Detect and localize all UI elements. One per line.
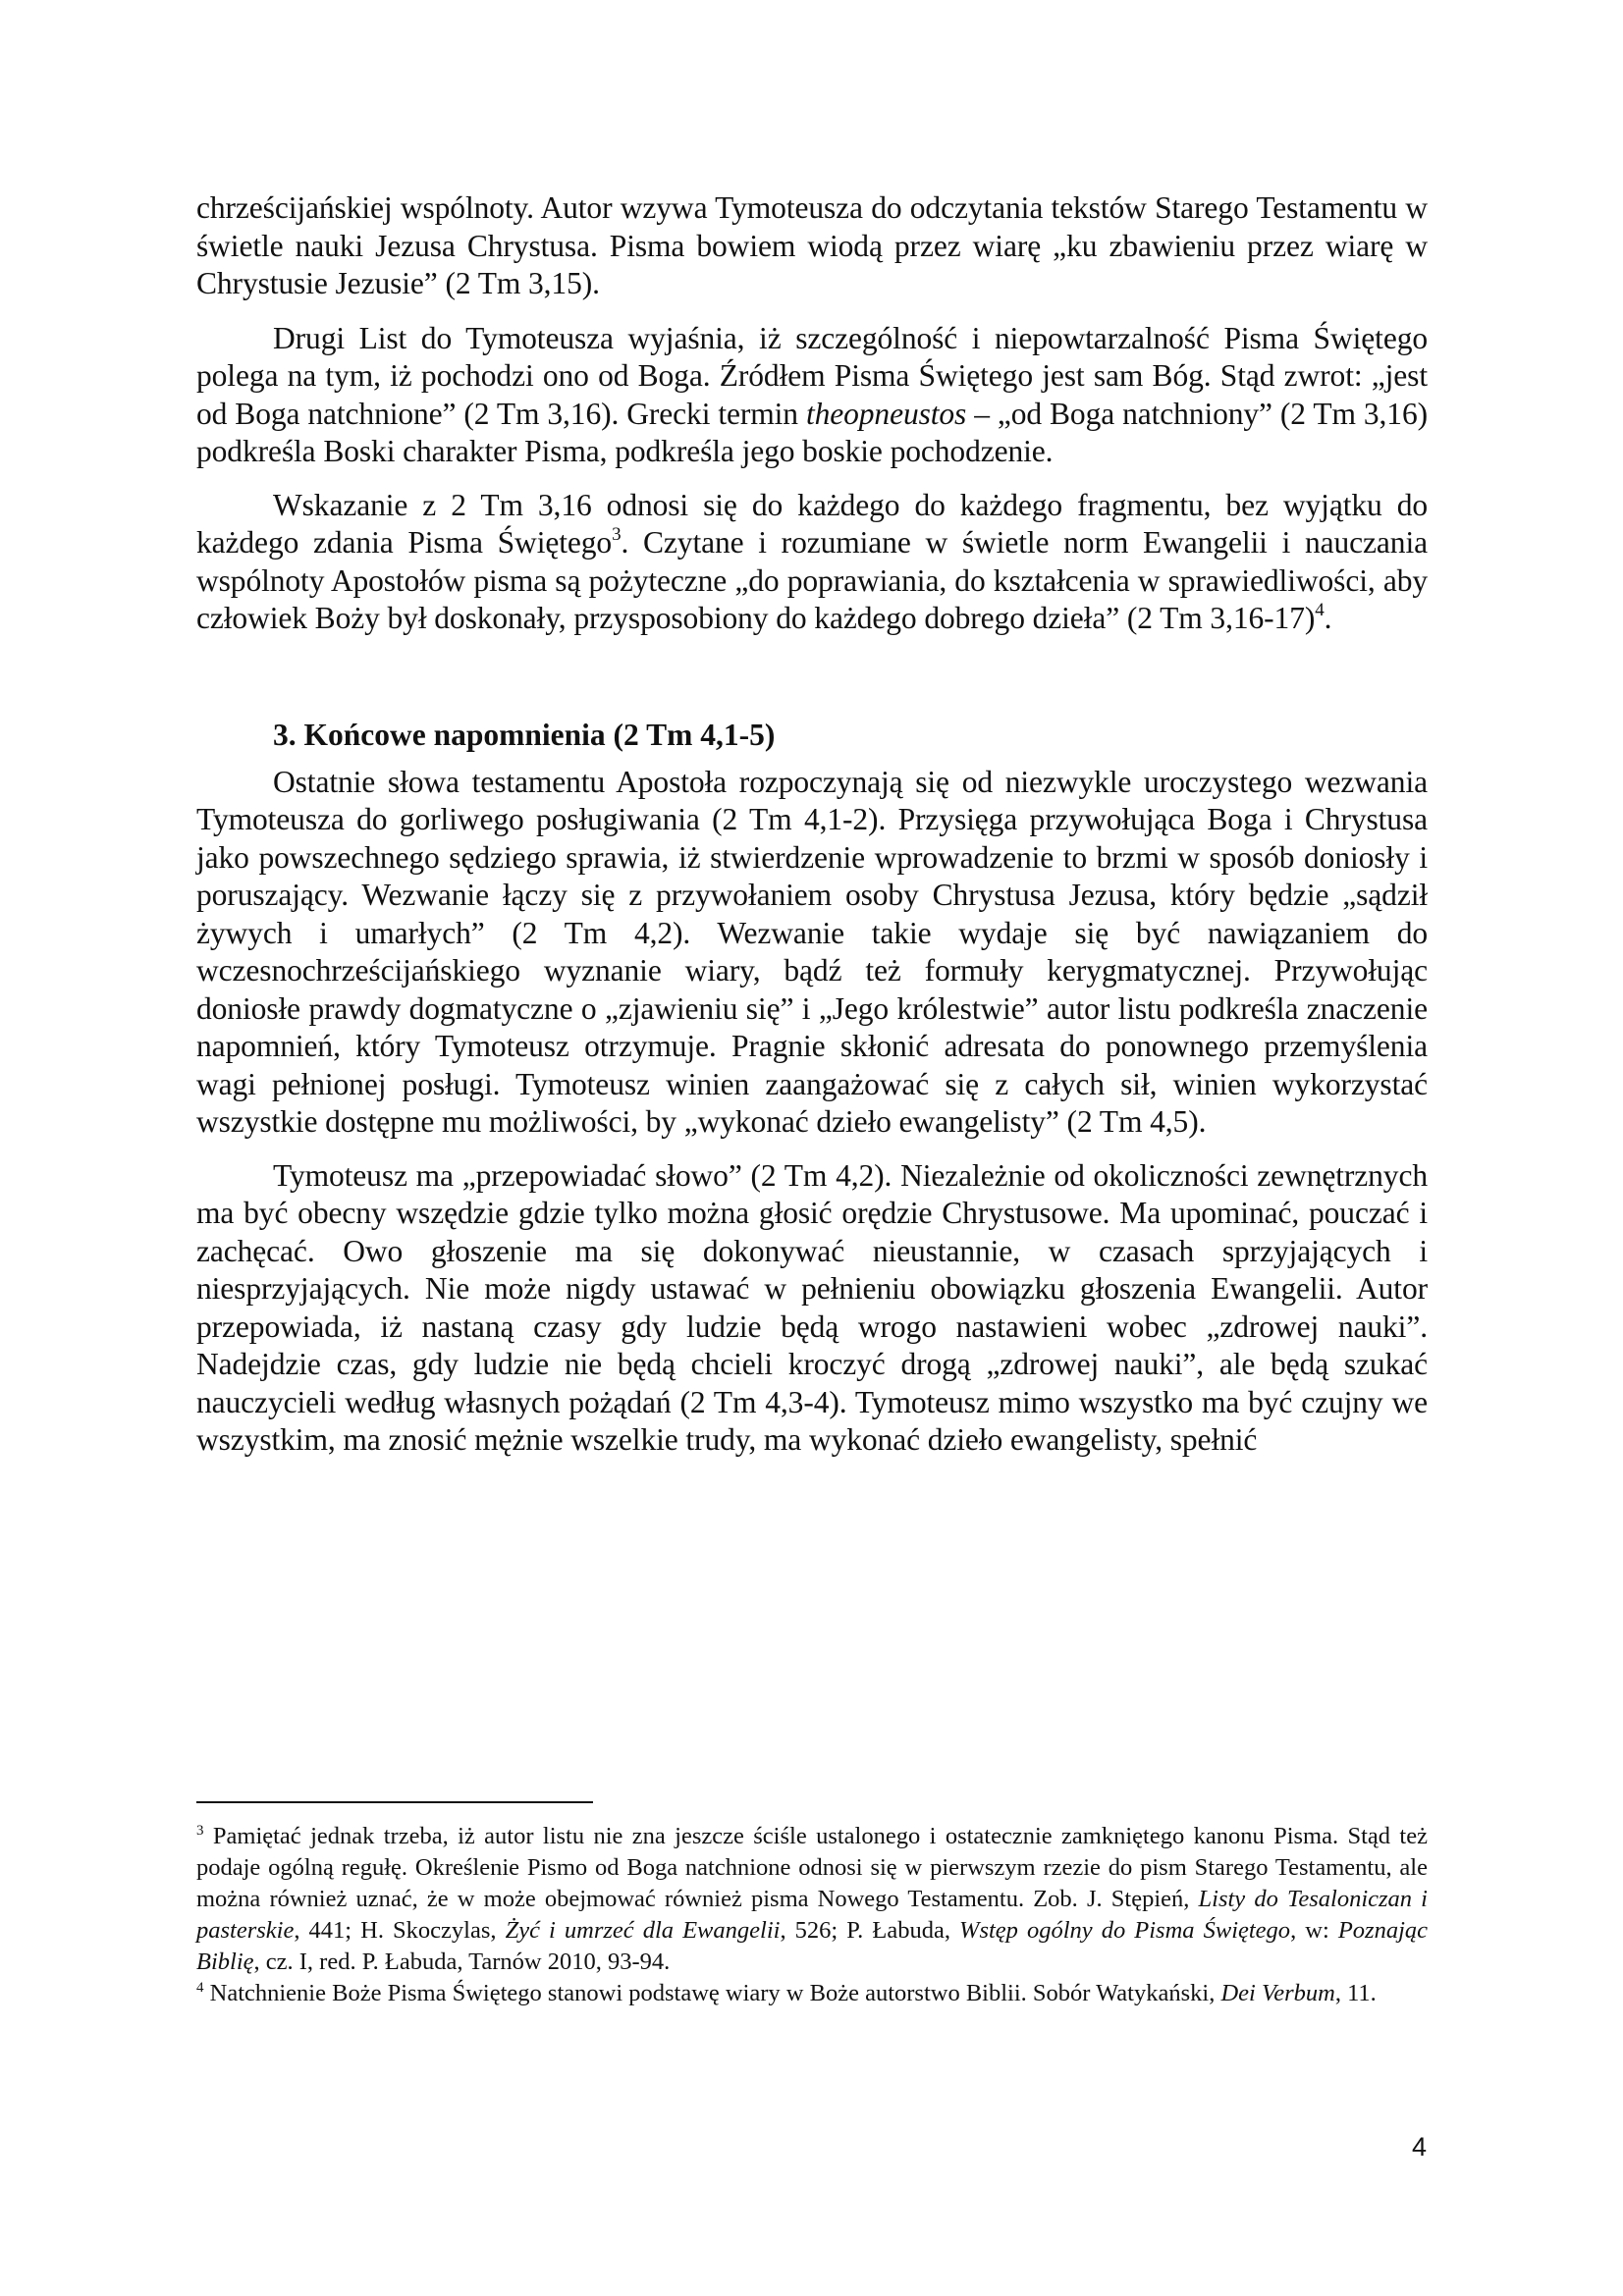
footnote-text: , 11. [1334, 1980, 1377, 2006]
footnote-text: , 526; P. Łabuda, [780, 1917, 960, 1944]
paragraph-continuation: chrześcijańskiej wspólnoty. Autor wzywa Tymoteusza do odczytania tekstów Starego Testamentu w świetle nauki Jezusa Chrystusa. Pisma bowiem wiodą przez wiarę „ku zbawieniu przez wiarę w Chrystusie Jezusie” (2 Tm 3,15). [196, 190, 1428, 300]
footnotes [196, 1801, 1428, 2009]
footnote-ref-4[interactable]: 4 [1315, 599, 1325, 620]
footnote-number: 3 [196, 1822, 204, 1839]
paragraph-text: – „od Boga natchniony” (2 Tm 3,16) podkreśla Boski charakter Pisma, podkreśla jego boskie pochodzenie. [196, 396, 1428, 468]
document-body [196, 189, 1428, 1475]
paragraph-text: . Czytane i rozumiane w świetle norm Ewangelii i nauczania wspólnoty Apostołów pisma są pożyteczne „do poprawiania, do kształcenia w sprawiedliwości, aby człowiek Boży był doskonały, przysposobiony do każdego dobrego dzieła” (2 Tm 3,16-17) [196, 525, 1428, 635]
paragraph-theopneustos [196, 320, 1428, 471]
footnote-text: Natchnienie Boże Pisma Świętego stanowi podstawę wiary w Boże autorstwo Biblii. Sobór Watykański, [203, 1980, 1221, 2006]
footnote-text: , w: [1290, 1917, 1338, 1944]
italic-term: theopneustos [805, 396, 967, 431]
footnote-title: Żyć i umrzeć dla Ewangelii [505, 1917, 781, 1944]
paragraph-text: Wskazanie z 2 Tm 3,16 odnosi się do każdego do każdego fragmentu, bez wyjątku do każdego zdania Pisma Świętego [196, 487, 1428, 560]
footnote-title: Wstęp ogólny do Pisma Świętego [959, 1917, 1291, 1944]
paragraph-2tm-3-16 [196, 487, 1428, 638]
paragraph-text: Drugi List do Tymoteusza wyjaśnia, iż szczególność i niepowtarzalność Pisma Świętego polega na tym, iż pochodzi ono od Boga. Źródłem Pisma Świętego jest sam Bóg. Stąd zwrot: „jest od Boga natchnione” (2 Tm 3,16). Grecki termin [196, 320, 1428, 431]
footnote-title: Listy do Tesaloniczan i pasterskie [196, 1886, 1428, 1944]
section-paragraph-1: Ostatnie słowa testamentu Apostoła rozpoczynają się od niezwykle uroczystego wezwania Tymoteusza do gorliwego posługiwania (2 Tm 4,1-2). Przysięga przywołująca Boga i Chrystusa jako powszechnego sędziego sprawia, iż stwierdzenie wprowadzenie to brzmi w sposób doniosły i poruszający. Wezwanie łączy się z przywołaniem osoby Chrystusa Jezusa, który będzie „sądził żywych i umarłych” (2 Tm 4,2). Wezwanie takie wydaje się być nawiązaniem do wczesnochrześcijańskiego wyznanie wiary, bądź też formuły kerygmatycznej. Przywołując doniosłe prawdy dogmatyczne o „zjawieniu się” i „Jego królestwie” autor listu podkreśla znaczenie napomnień, który Tymoteusz otrzymuje. Pragnie skłonić adresata do ponownego przemyślenia wagi pełnionej posługi. Tymoteusz winien zaangażować się z całych sił, winien wykorzystać wszystkie dostępne mu możliwości, by „wykonać dzieło ewangelisty” (2 Tm 4,5). [196, 764, 1428, 1139]
footnote-title: Poznając Biblię [196, 1917, 1429, 1975]
footnote-text: , cz. I, red. P. Łabuda, Tarnów 2010, 93-94. [253, 1949, 671, 1975]
footnote-number: 4 [196, 1979, 204, 1996]
footnote-separator [196, 1801, 593, 1803]
paragraph-text: . [1324, 601, 1332, 635]
footnote-title: Dei Verbum [1220, 1980, 1335, 2006]
section-paragraph-2: Tymoteusz ma „przepowiadać słowo” (2 Tm 4,2). Niezależnie od okoliczności zewnętrznych ma być obecny wszędzie gdzie tylko można głosić orędzie Chrystusowe. Ma upominać, pouczać i zachęcać. Owo głoszenie ma się dokonywać nieustannie, w czasach sprzyjających i niesprzyjających. Nie może nigdy ustawać w pełnieniu obowiązku głoszenia Ewangelii. Autor przepowiada, iż nastaną czasy gdy ludzie będą wrogo nastawieni wobec „zdrowej nauki”. Nadejdzie czas, gdy ludzie nie będą chcieli kroczyć drogą „zdrowej nauki”, ale będą szukać nauczycieli według własnych pożądań (2 Tm 4,3-4). Tymoteusz mimo wszystko ma być czujny we wszystkim, ma znosić mężnie wszelkie trudy, ma wykonać dzieło ewangelisty, spełnić [196, 1157, 1428, 1457]
footnote-ref-3[interactable]: 3 [612, 523, 622, 545]
footnote-text: Pamiętać jednak trzeba, iż autor listu nie zna jeszcze ściśle ustalonego i ostatecznie zamkniętego kanonu Pisma. Stąd też podaje ogólną regułę. Określenie Pismo od Boga natchnione odnosi się w pierwszym rzezie do pism Starego Testamentu, ale można również uznać, że w może obejmować również pisma Nowego Testamentu. Zob. J. Stępień, [196, 1823, 1428, 1912]
section-heading: 3. Końcowe napomnienia (2 Tm 4,1-5) [273, 717, 776, 752]
page-number: 4 [1411, 2132, 1427, 2162]
footnote-3 [196, 1821, 1428, 1978]
footnote-4 [196, 1978, 1428, 2009]
footnote-text: , 441; H. Skoczylas, [294, 1917, 506, 1944]
